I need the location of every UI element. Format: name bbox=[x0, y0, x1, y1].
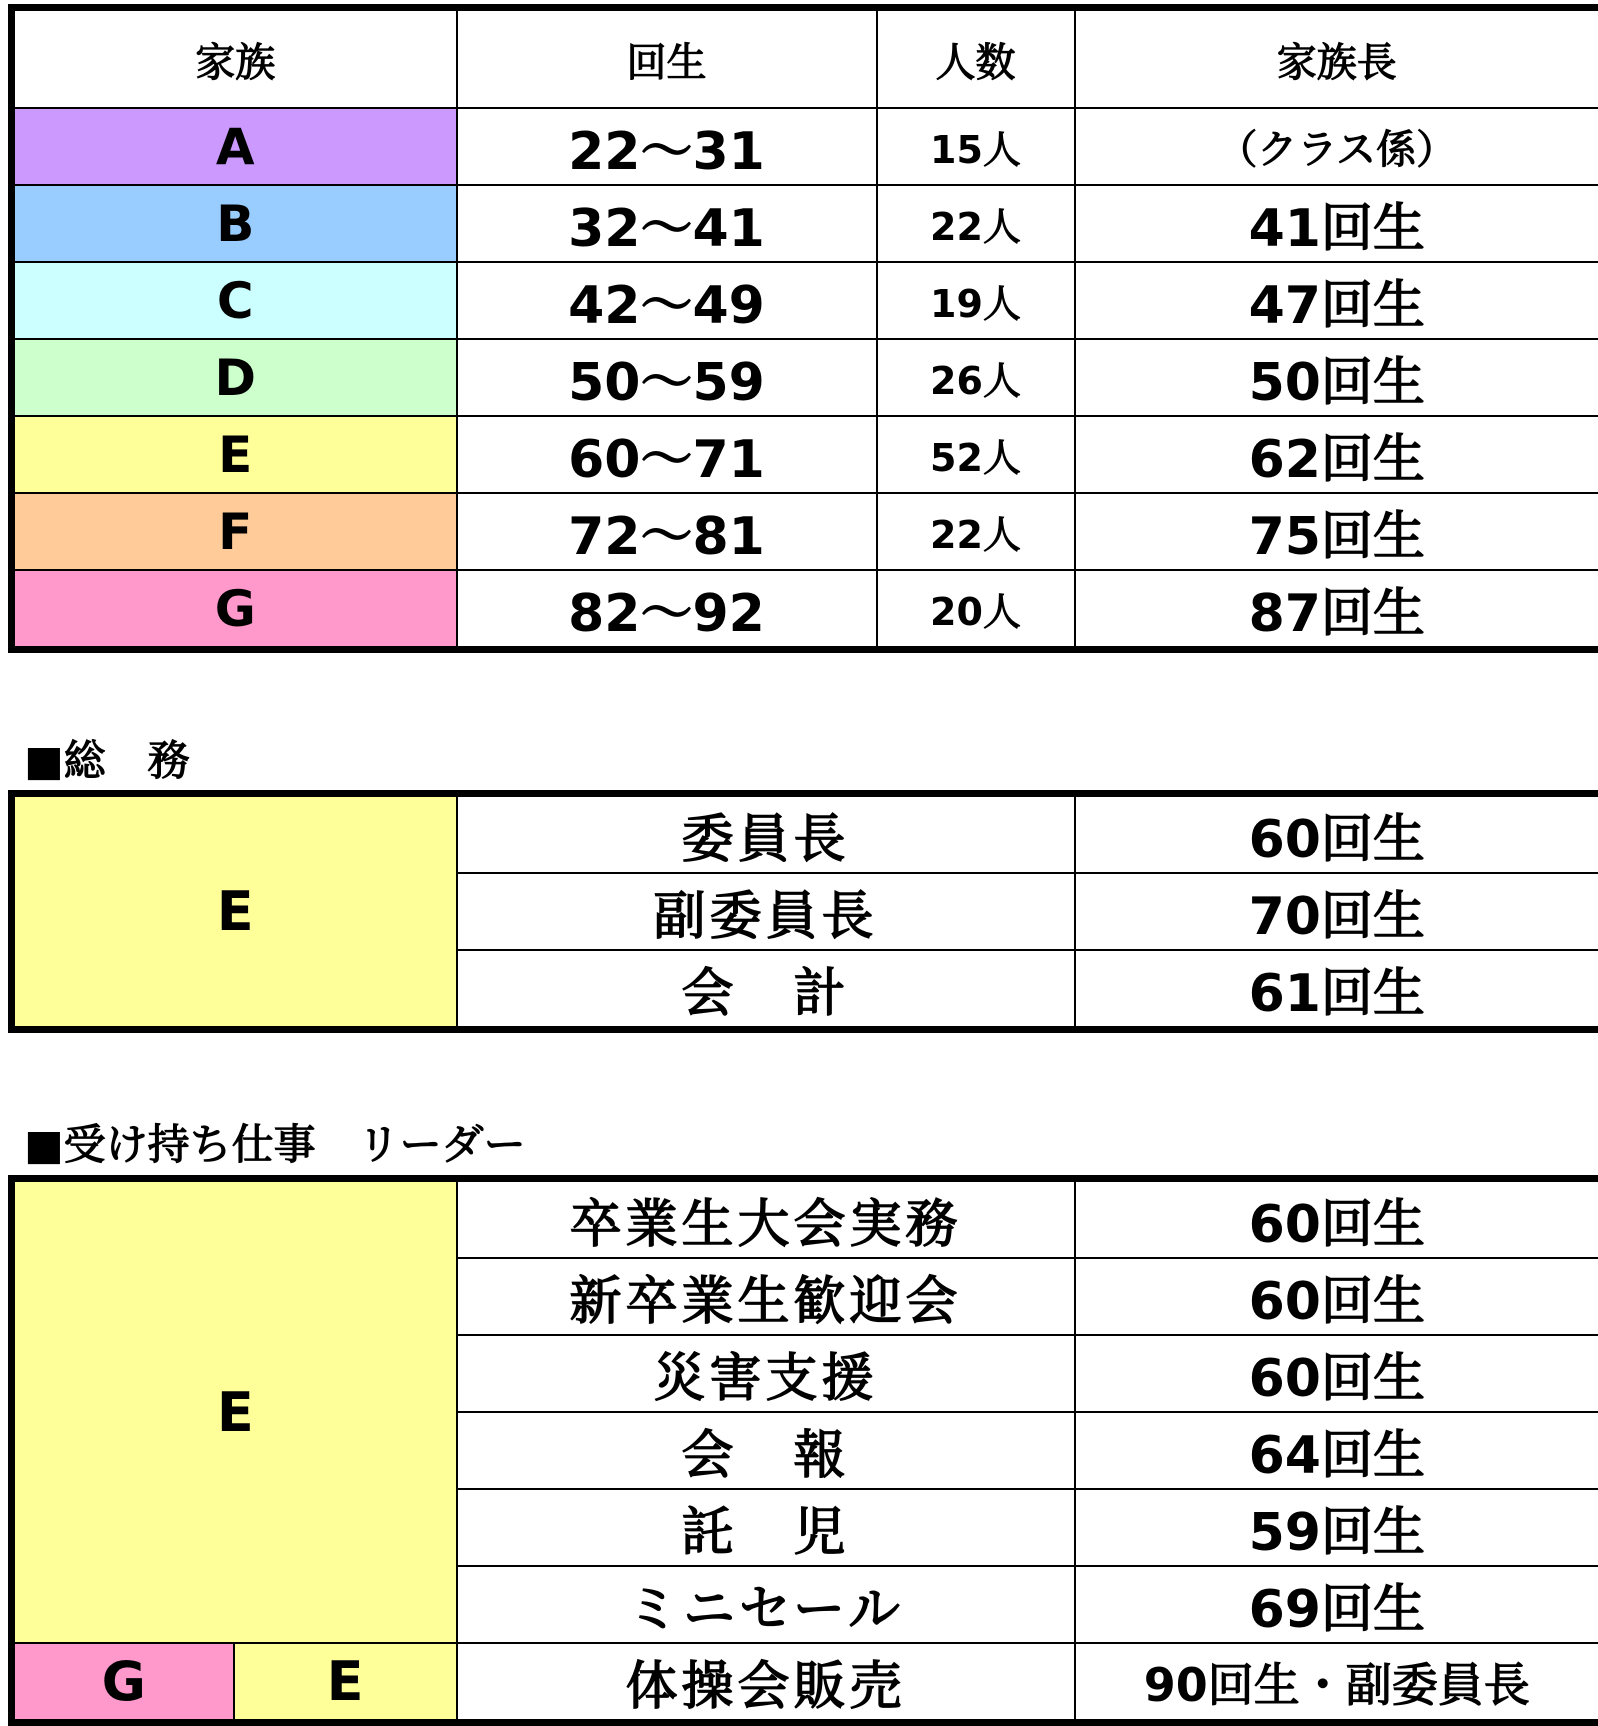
generation-range: 72～81 bbox=[457, 493, 877, 570]
generation-range: 50～59 bbox=[457, 339, 877, 416]
role-label: 委員長 bbox=[457, 794, 1075, 874]
general-affairs-table bbox=[8, 790, 1598, 1033]
generation-value: 60回生 bbox=[1075, 794, 1598, 874]
generation-value: 60回生 bbox=[1075, 1258, 1598, 1335]
role-label: 体操会販売 bbox=[457, 1643, 1075, 1723]
family-head: 47回生 bbox=[1075, 262, 1598, 339]
family-head: 41回生 bbox=[1075, 185, 1598, 262]
member-count: 26人 bbox=[877, 339, 1075, 416]
generation-range: 32～41 bbox=[457, 185, 877, 262]
table-row bbox=[12, 1179, 1598, 1259]
duties-table bbox=[8, 1175, 1598, 1726]
header-family-head: 家族長 bbox=[1075, 8, 1598, 109]
role-label: 会 報 bbox=[457, 1412, 1075, 1489]
generation-range: 60～71 bbox=[457, 416, 877, 493]
family-head: 87回生 bbox=[1075, 570, 1598, 650]
table-row bbox=[12, 339, 1598, 416]
role-label: 会 計 bbox=[457, 950, 1075, 1030]
table-row bbox=[12, 108, 1598, 185]
table-row bbox=[12, 570, 1598, 650]
generation-range: 42～49 bbox=[457, 262, 877, 339]
table-row bbox=[12, 794, 1598, 874]
family-head: （クラス係） bbox=[1075, 108, 1598, 185]
generation-value: 60回生 bbox=[1075, 1335, 1598, 1412]
family-cell-c: C bbox=[12, 262, 457, 339]
family-table-header bbox=[12, 8, 1598, 109]
family-table bbox=[8, 4, 1598, 653]
generation-value: 64回生 bbox=[1075, 1412, 1598, 1489]
header-count: 人数 bbox=[877, 8, 1075, 109]
family-cell-d: D bbox=[12, 339, 457, 416]
generation-value: 60回生 bbox=[1075, 1179, 1598, 1259]
generation-value: 90回生・副委員長 bbox=[1075, 1643, 1598, 1723]
member-count: 20人 bbox=[877, 570, 1075, 650]
generation-value: 69回生 bbox=[1075, 1566, 1598, 1643]
generation-value: 70回生 bbox=[1075, 873, 1598, 950]
table-row bbox=[12, 416, 1598, 493]
family-cell-g: G bbox=[12, 570, 457, 650]
family-cell-e: E bbox=[12, 1179, 457, 1644]
family-head: 75回生 bbox=[1075, 493, 1598, 570]
duties-title: ■受け持ち仕事 リーダー bbox=[24, 1112, 526, 1172]
family-cell-a: A bbox=[12, 108, 457, 185]
table-row bbox=[12, 1643, 1598, 1723]
header-family: 家族 bbox=[12, 8, 457, 109]
member-count: 22人 bbox=[877, 185, 1075, 262]
role-label: 副委員長 bbox=[457, 873, 1075, 950]
family-cell-e: E bbox=[12, 416, 457, 493]
family-head: 62回生 bbox=[1075, 416, 1598, 493]
role-label: 託 児 bbox=[457, 1489, 1075, 1566]
family-cell-b: B bbox=[12, 185, 457, 262]
member-count: 19人 bbox=[877, 262, 1075, 339]
role-label: 新卒業生歓迎会 bbox=[457, 1258, 1075, 1335]
general-affairs-title: ■総 務 bbox=[24, 728, 190, 788]
family-cell-g: G bbox=[12, 1643, 234, 1723]
generation-value: 61回生 bbox=[1075, 950, 1598, 1030]
member-count: 15人 bbox=[877, 108, 1075, 185]
header-generation: 回生 bbox=[457, 8, 877, 109]
family-cell-e: E bbox=[12, 794, 457, 1030]
member-count: 22人 bbox=[877, 493, 1075, 570]
member-count: 52人 bbox=[877, 416, 1075, 493]
table-row bbox=[12, 185, 1598, 262]
family-cell-e: E bbox=[234, 1643, 457, 1723]
table-row bbox=[12, 262, 1598, 339]
generation-range: 22～31 bbox=[457, 108, 877, 185]
generation-range: 82～92 bbox=[457, 570, 877, 650]
family-cell-f: F bbox=[12, 493, 457, 570]
role-label: 卒業生大会実務 bbox=[457, 1179, 1075, 1259]
generation-value: 59回生 bbox=[1075, 1489, 1598, 1566]
table-row bbox=[12, 493, 1598, 570]
role-label: 災害支援 bbox=[457, 1335, 1075, 1412]
role-label: ミニセール bbox=[457, 1566, 1075, 1643]
family-head: 50回生 bbox=[1075, 339, 1598, 416]
